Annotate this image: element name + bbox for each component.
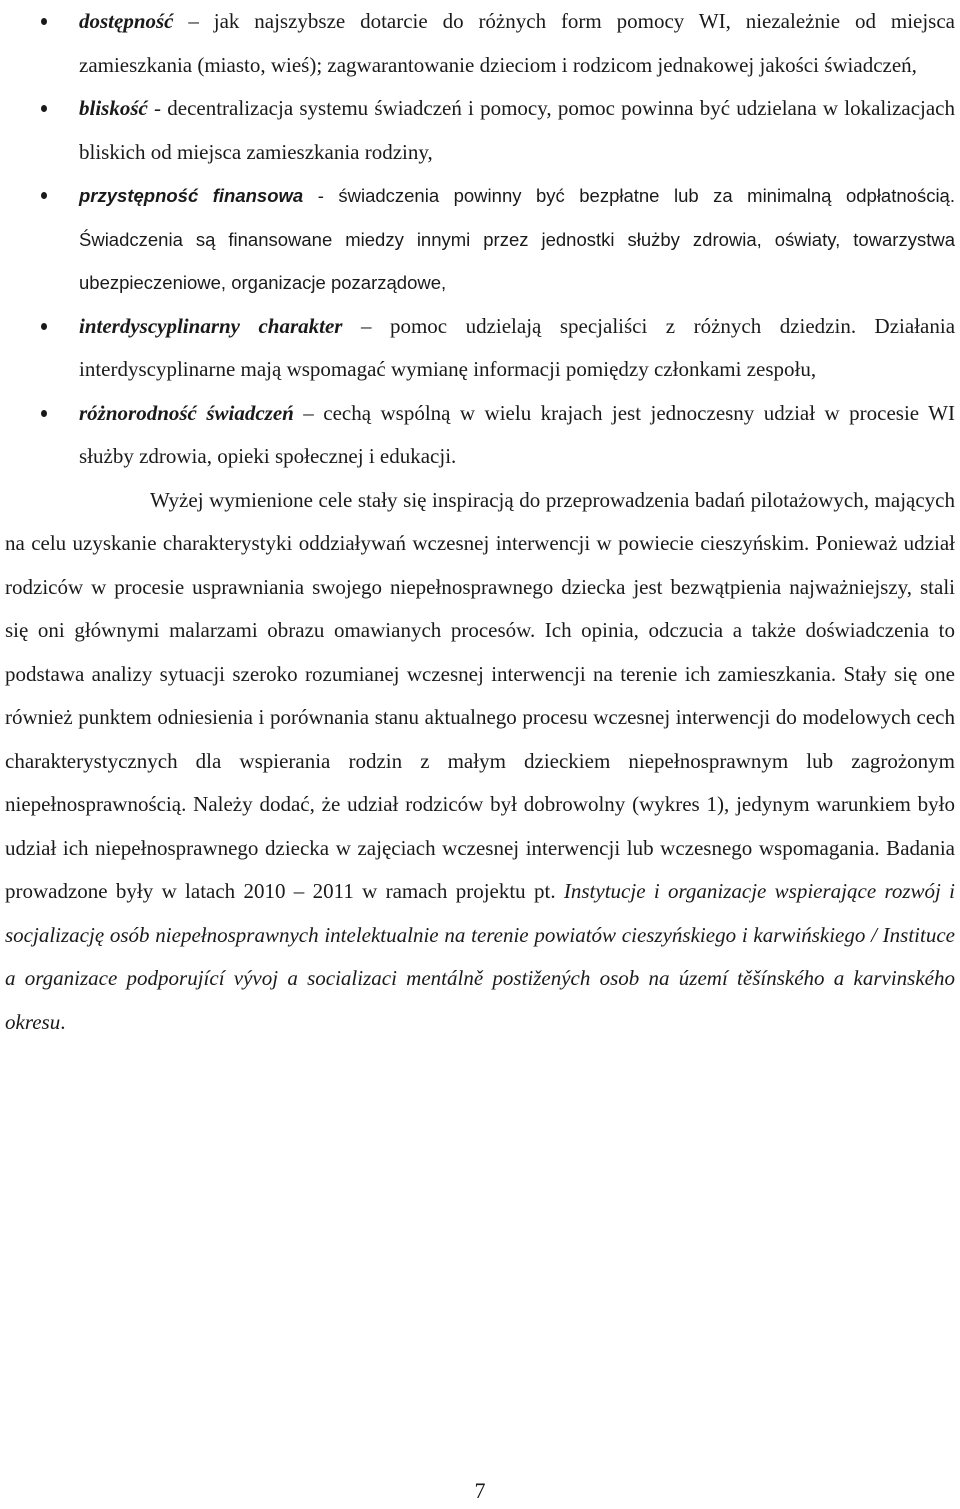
list-item-text: jak najszybsze dotarcie do różnych form pomocy WI, niezależnie od miejsca zamieszkania (miasto, wieś); zagwarantowanie dzieciom i rodzicom jednakowej jakości świadczeń, [79,9,955,77]
term-separator: – [293,400,324,425]
term-separator: – [173,9,214,33]
list-item-diversity [5,392,955,479]
list-item-proximity [5,87,955,174]
list-item-text: decentralizacja systemu świadczeń i pomocy, pomoc powinna być udzielana w lokalizacjach bliskich od miejsca zamieszkania rodziny, [79,96,955,164]
list-item-interdisciplinary [5,305,955,392]
term-label: przystępność finansowa [79,185,304,206]
body-paragraph [5,479,955,1045]
term-separator: - [147,96,168,120]
list-item-text: świadczenia powinny być bezpłatne lub za minimalną odpłatnością. Świadczenia są finansowane miedzy innymi przez jednostki służby zdrowia, oświaty, towarzystwa ubezpieczeniowe, organizacje pozarządowe, [79,185,955,293]
term-separator: – [342,313,390,338]
project-title: Instytucje i organizacje wspierające rozwój i socjalizację osób niepełnosprawnych intelektualnie na terenie powiatów cieszyńskiego i karwińskiego / Instituce a organizace podporující vývoj a socializaci mentálně postižených osob na území těšínského a karvinského okresu [5,879,955,1034]
list-item-affordability [5,174,955,305]
paragraph-end: . [60,1009,66,1034]
list-item-text: pomoc udzielają specjaliści z różnych dziedzin. Działania interdyscyplinarne mają wspomagać wymianę informacji pomiędzy członkami zespołu, [79,313,956,381]
paragraph-text: Wyżej wymienione cele stały się inspiracją do przeprowadzenia badań pilotażowych, mających na celu uzyskanie charakterystyki oddziaływań wczesnej interwencji w powiecie cieszyńskim. Ponieważ udział rodziców w procesie usprawniania swojego niepełnosprawnego dziecka jest bezwątpienia najważniejszy, stali się oni głównymi malarzami obrazu omawianych procesów. Ich opinia, odczucia a także doświadczenia to podstawa analizy sytuacji szeroko rozumianej wczesnej interwencji na terenie ich zamieszkania. Stały się one również punktem odniesienia i porównania stanu aktualnego procesu wczesnej interwencji do modelowych cech charakterystycznych dla wspierania rodzin z małym dzieckiem niepełnosprawnym lub zagrożonym niepełnosprawnością. Należy dodać, że udział rodziców był dobrowolny (wykres 1), jedynym warunkiem było udział ich niepełnosprawnego dziecka w zajęciach wczesnej interwencji lub wczesnego wspomagania. Badania prowadzone były w latach 2010 – 2011 w ramach projektu pt. [5,487,955,903]
term-label: bliskość [79,96,148,120]
goals-list [5,0,955,479]
term-separator: - [303,185,339,206]
page-number: 7 [474,1478,486,1503]
list-item-text: cechą wspólną w wielu krajach jest jednoczesny udział w procesie WI służby zdrowia, opieki społecznej i edukacji. [79,400,955,468]
term-label: interdyscyplinarny charakter [79,313,343,338]
term-label: różnorodność świadczeń [79,400,294,425]
term-label: dostępność [79,9,174,33]
document-page [5,0,955,1044]
list-item-accessibility [5,0,955,87]
